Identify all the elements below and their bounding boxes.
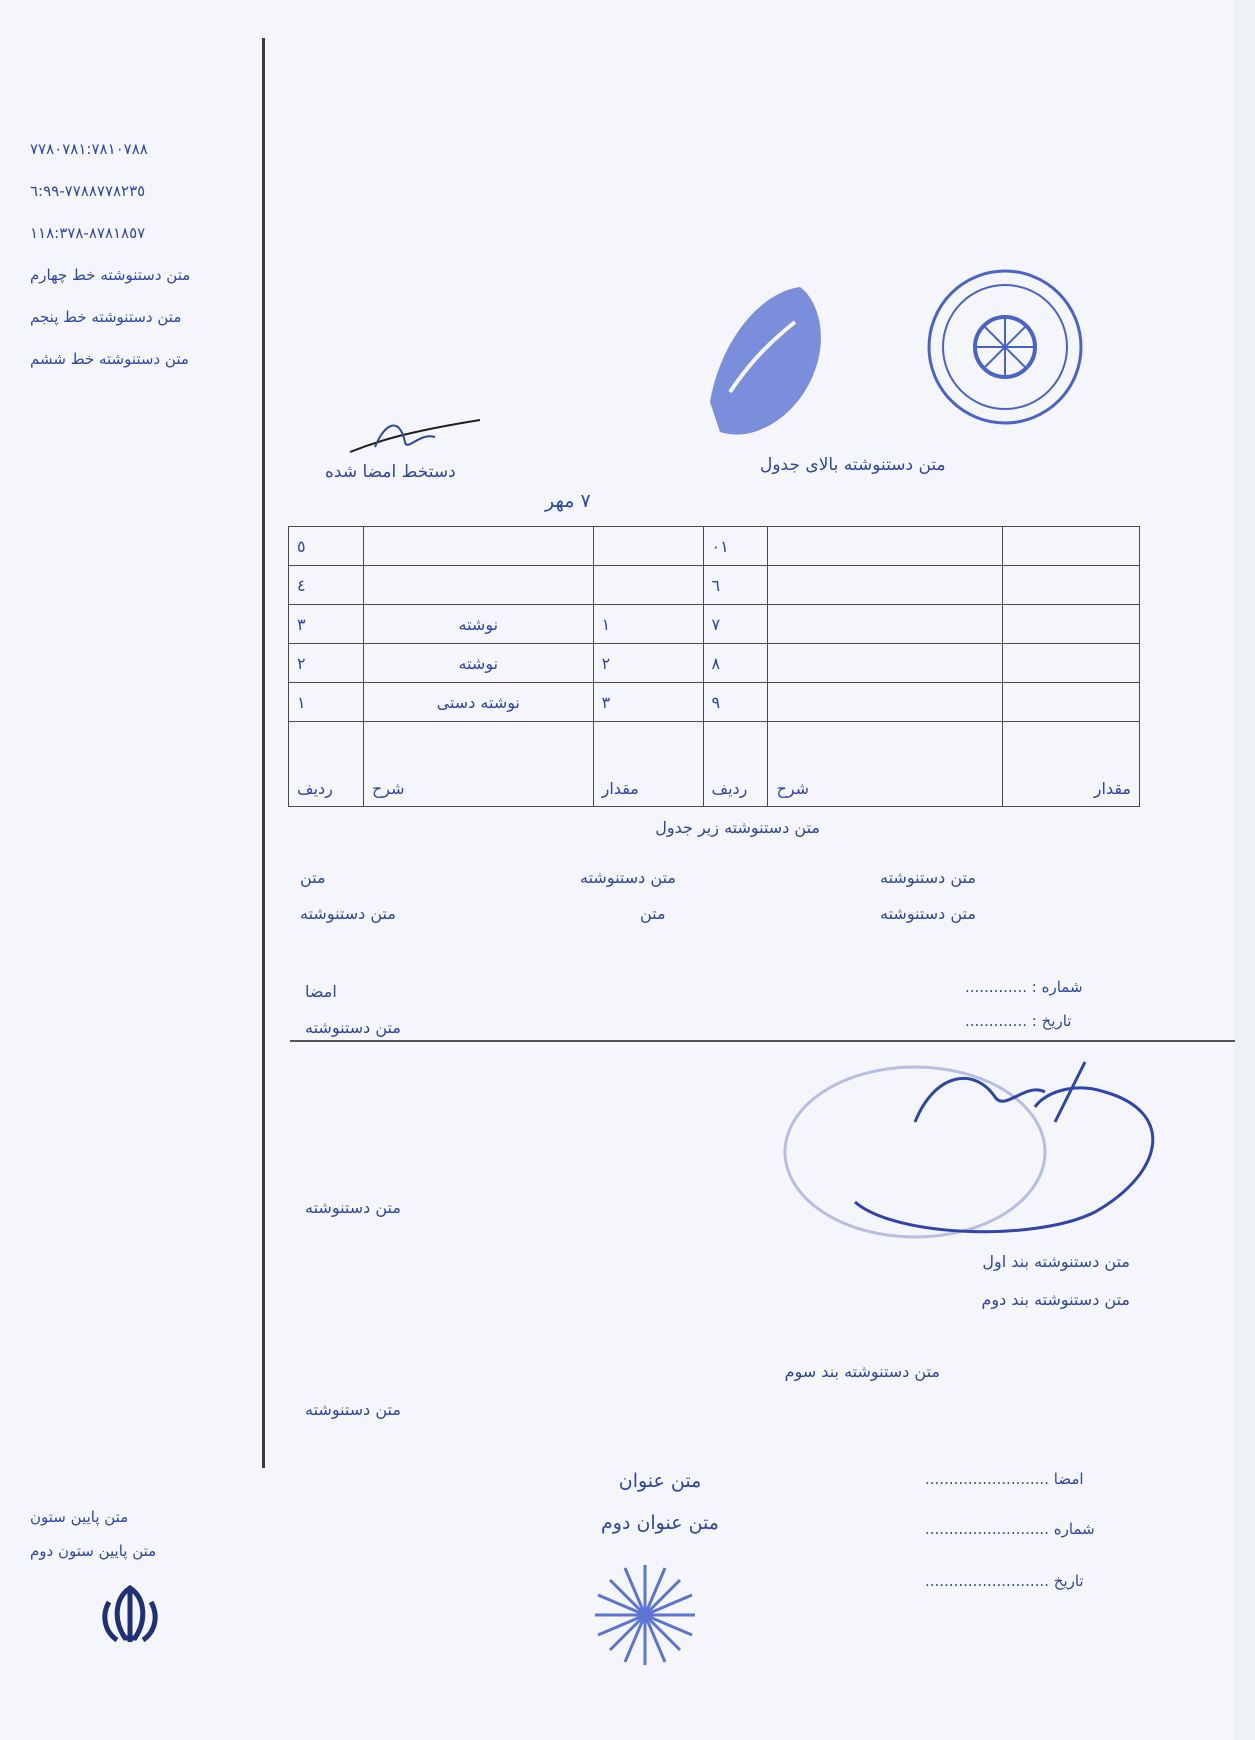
sunburst-logo-icon: [590, 1560, 700, 1670]
header-cell: شرح: [363, 722, 593, 807]
table-cell: ٢: [289, 644, 364, 683]
sidebar-line: متن دستنوشته خط چهارم: [30, 266, 191, 284]
table-cell: [768, 605, 1003, 644]
sidebar-notes: [30, 128, 255, 380]
items-table: [288, 526, 1140, 807]
emblem-icon: [95, 1580, 165, 1650]
table-cell: [768, 683, 1003, 722]
table-cell: [1003, 566, 1140, 605]
sidebar-line: ٧٧٨٠٧٨١:٧٨١٠٧٨٨: [30, 140, 148, 158]
round-stamp-icon: [920, 262, 1090, 432]
header-cell: مقدار: [1003, 722, 1140, 807]
table-cell: نوشته: [363, 644, 593, 683]
table-cell: [593, 566, 703, 605]
sidebar-footer-line: متن پایین ستون دوم: [30, 1542, 157, 1560]
sign-left-b: متن دستنوشته: [305, 1018, 401, 1037]
footer-date-label: تاریخ: [1053, 1572, 1084, 1590]
table-cell: ٥: [289, 527, 364, 566]
table-cell: ١: [289, 683, 364, 722]
sign-left: امضا: [305, 982, 337, 1001]
mid-right-b: متن دستنوشته: [880, 904, 976, 923]
table-cell: [363, 566, 593, 605]
lower-line1: متن دستنوشته: [305, 1198, 401, 1217]
signature-icon: [345, 412, 485, 462]
table-cell: [1003, 605, 1140, 644]
table-cell: [768, 644, 1003, 683]
table-cell: ١: [593, 605, 703, 644]
date-line: ............. : تاریخ: [965, 1012, 1072, 1030]
footer-sign-label: امضا: [1053, 1470, 1084, 1488]
table-cell: نوشته: [363, 605, 593, 644]
table-cell: ٣: [289, 605, 364, 644]
lower-line3: متن دستنوشته بند دوم: [981, 1290, 1130, 1309]
footer-number-line: .......................... شماره: [925, 1520, 1095, 1538]
table-cell: ٩: [703, 683, 768, 722]
footer-title: متن عنوان: [618, 1470, 702, 1492]
footer-date-line: .......................... تاریخ: [925, 1572, 1084, 1590]
table-row: [289, 527, 1140, 566]
lower-line2: متن دستنوشته بند اول: [982, 1252, 1130, 1271]
table-cell: [768, 527, 1003, 566]
sidebar-line: ٨٧٨١٨٥٧-١١٨:٣٧٨: [30, 224, 146, 242]
header-cell: شرح: [768, 722, 1003, 807]
number-line: ............. : شماره: [965, 978, 1083, 996]
sidebar-line: متن دستنوشته خط پنجم: [30, 308, 182, 326]
mid-center-b: متن: [640, 904, 666, 923]
top-right-text: متن دستنوشته بالای جدول: [760, 455, 946, 475]
sidebar-line: متن دستنوشته خط ششم: [30, 350, 189, 368]
table-header-row: [289, 722, 1140, 807]
number-label: شماره: [1041, 978, 1083, 996]
table-cell: ٠١: [703, 527, 768, 566]
section-divider: [290, 1040, 1235, 1042]
mid-right-a: متن دستنوشته: [880, 868, 976, 887]
sidebar-line: ٧٧٨٨٧٧٨٢٣٥-٦:٩٩: [30, 182, 146, 200]
mid-left-a: متن: [300, 868, 326, 887]
lower-line4: متن دستنوشته بند سوم: [784, 1362, 940, 1381]
footer-sign-line: .......................... امضا: [925, 1470, 1084, 1488]
table-row: [289, 566, 1140, 605]
footer-number-label: شماره: [1053, 1520, 1095, 1538]
table-cell: ٨: [703, 644, 768, 683]
table-cell: نوشته دستی: [363, 683, 593, 722]
mid-center-a: متن دستنوشته: [580, 868, 676, 887]
footer-subtitle: متن عنوان دوم: [601, 1512, 719, 1534]
table-cell: [1003, 527, 1140, 566]
date-label: تاریخ: [1041, 1012, 1072, 1030]
top-left-text: دستخط امضا شده: [325, 462, 456, 482]
top-center-text: ٧ مهر: [545, 490, 591, 512]
lower-line5: متن دستنوشته: [305, 1400, 401, 1419]
table-cell: ٣: [593, 683, 703, 722]
table-cell: [363, 527, 593, 566]
table-row: [289, 683, 1140, 722]
table-row: [289, 605, 1140, 644]
sidebar-footer-line: متن پایین ستون: [30, 1508, 129, 1526]
table-cell: ٦: [703, 566, 768, 605]
sidebar-footer: [30, 1500, 255, 1568]
header-cell: مقدار: [593, 722, 703, 807]
ink-stamp-icon: [690, 282, 840, 442]
table-cell: [768, 566, 1003, 605]
header-cell: ردیف: [703, 722, 768, 807]
table-cell: ٧: [703, 605, 768, 644]
table-cell: [1003, 644, 1140, 683]
mid-line1: متن دستنوشته زیر جدول: [655, 818, 820, 837]
table-cell: ٤: [289, 566, 364, 605]
table-cell: [593, 527, 703, 566]
table-row: [289, 644, 1140, 683]
mid-left-b: متن دستنوشته: [300, 904, 396, 923]
table-cell: [1003, 683, 1140, 722]
header-cell: ردیف: [289, 722, 364, 807]
margin-line: [262, 38, 265, 1468]
table-cell: ٢: [593, 644, 703, 683]
signature-stamp-icon: [775, 1052, 1185, 1242]
